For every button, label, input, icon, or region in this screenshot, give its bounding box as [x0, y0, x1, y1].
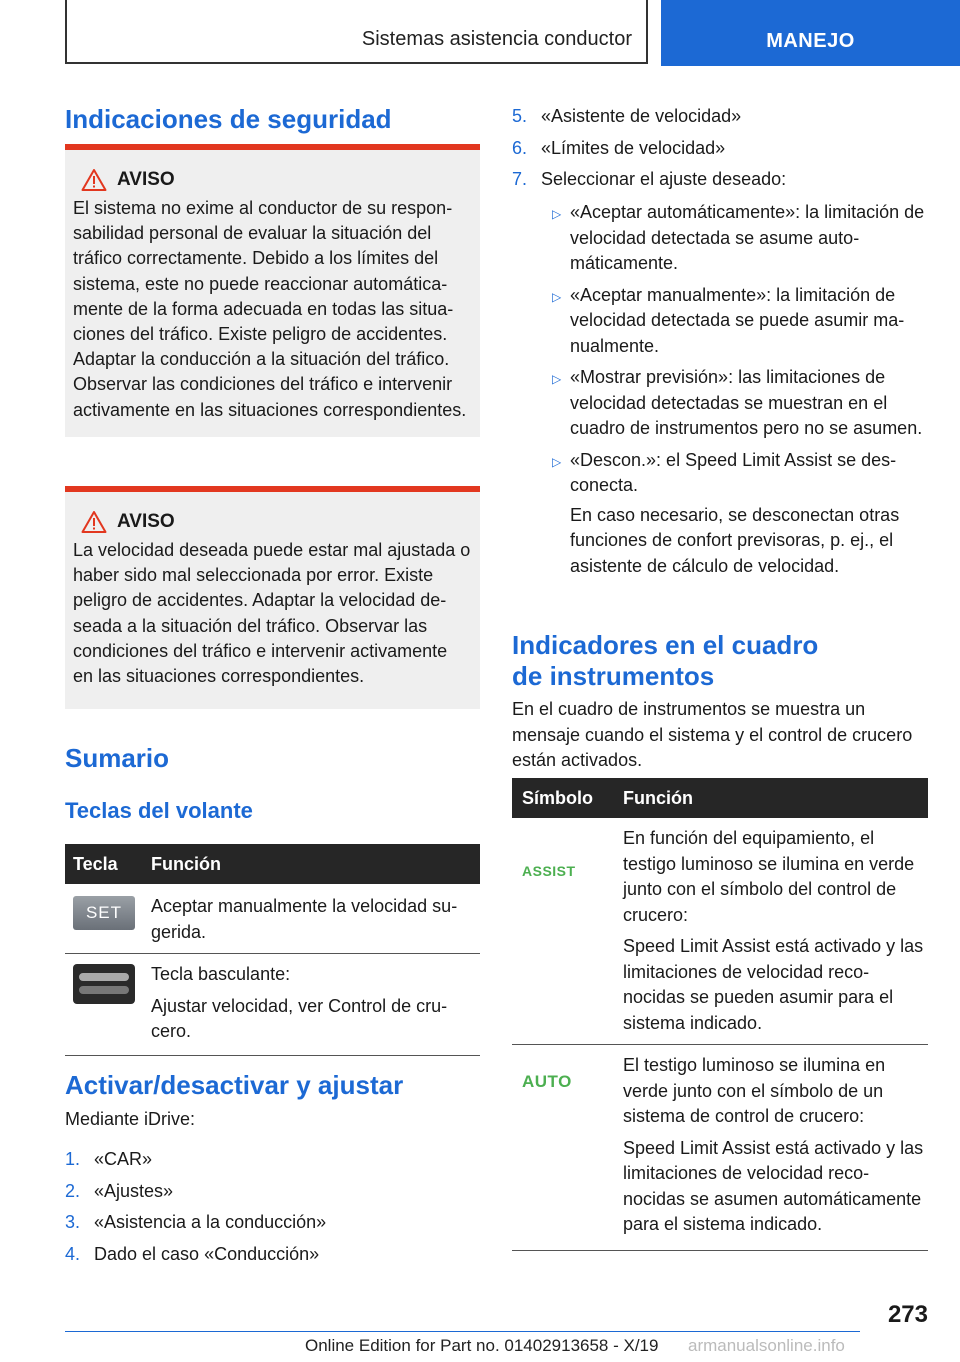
- list-item: 7. Seleccionar el ajuste deseado:: [512, 169, 787, 189]
- warning-triangle-icon: [81, 510, 107, 534]
- activate-heading: Activar/desactivar y ajustar: [65, 1070, 404, 1100]
- symbol-function-text: Speed Limit Assist está activado y las limitaciones de velocidad reconocidas se pueden asumir para el sistema indicado.: [623, 936, 924, 1033]
- list-item: ▷ «Mostrar previsión»: las limitaciones de velocidad detectadas se muestran en el cuadro de instrumentos pero no se asumen.: [540, 365, 928, 442]
- list-item: 3. «Asistencia a la conducción»: [65, 1212, 327, 1232]
- list-item: ▷ «Aceptar manualmente»: la limitación de velocidad detectada se puede asumir manualmente.: [540, 283, 928, 360]
- triangle-bullet-icon: ▷: [552, 207, 562, 221]
- steps-list: [512, 104, 928, 193]
- symbol-function-text: Speed Limit Assist está activado y las limitaciones de velocidad reconocidas se asumen automáticamente para el sistema indicado.: [623, 1137, 924, 1234]
- footer-watermark: armanualsonline.info: [688, 1336, 845, 1355]
- key-function-text: Tecla basculante:: [151, 964, 291, 984]
- list-item: 2. «Ajustes»: [65, 1180, 174, 1201]
- table-row: [65, 884, 480, 954]
- steps-list: [65, 1147, 480, 1267]
- list-item: ▷ «Aceptar automáticamente»: la limitación de velocidad detectada se asume automáticamente.: [540, 200, 928, 277]
- triangle-bullet-icon: ▷: [552, 454, 562, 469]
- idrive-intro: Mediante iDrive:: [65, 1109, 196, 1129]
- keys-table: [65, 844, 480, 1056]
- warning-label: AVISO: [117, 169, 175, 190]
- list-item: 4. Dado el caso «Conducción»: [65, 1243, 320, 1264]
- steering-keys-heading: Teclas del volante: [65, 798, 253, 823]
- triangle-bullet-icon: ▷: [552, 372, 562, 386]
- header-chapter-tab[interactable]: [661, 0, 960, 66]
- list-item: ▷ «Descon.»: el Speed Limit Assist se desconecta.: [540, 448, 928, 499]
- warning-title: [81, 168, 472, 192]
- footer-edition: Online Edition for Part no. 01402913658 - X/19: [305, 1336, 659, 1355]
- rocker-key-icon: [73, 964, 135, 1004]
- keys-col-header: Tecla: [65, 844, 143, 884]
- options-list: [540, 200, 928, 585]
- key-function-text: Aceptar manualmente la velocidad sugerida.: [151, 896, 458, 942]
- indicators-intro: En el cuadro de instrumentos se muestra un mensaje cuando el sistema y el control de crucero están activados.: [512, 699, 913, 770]
- symbol-function-text: En función del equipamiento, el testigo luminoso se ilumina en verde junto con el símbolo del control de crucero:: [623, 828, 915, 925]
- list-item: 5. «Asistente de velocidad»: [512, 106, 742, 126]
- footer-divider: [65, 1331, 860, 1332]
- function-col-header: Función: [615, 778, 928, 818]
- warning-text: La velocidad deseada puede estar mal ajustada o haber sido mal seleccionada por error. Existe peligro de accidentes. Adaptar la velocidad deseada a la situación del tráfico. Observar las condiciones del tráfico e intervenir activamente en las situaciones correspondientes.: [73, 540, 471, 687]
- table-row: [65, 954, 480, 1056]
- table-row: [512, 1045, 928, 1251]
- warning-box: [65, 486, 480, 709]
- option-note: En caso necesario, se desconectan otras funciones de confort previsoras, p. ej., el asistente de cálculo de velocidad.: [570, 504, 900, 576]
- header-chapter-label: MANEJO: [766, 30, 855, 52]
- indicators-heading: Indicadores en el cuadro de instrumentos: [512, 630, 819, 691]
- header-section-title: Sistemas asistencia conductor: [361, 28, 632, 50]
- list-item: [540, 503, 928, 580]
- key-function-text: Ajustar velocidad, ver Control de crucero.: [151, 995, 448, 1041]
- warning-box: [65, 144, 480, 437]
- list-item: 6. «Límites de velocidad»: [512, 137, 726, 158]
- table-row: [512, 818, 928, 1045]
- warning-triangle-icon: [81, 168, 107, 192]
- warning-text: El sistema no exime al conductor de su responsabilidad personal de evaluar la situación del tráfico correctamente. Debido a los límites del sistema, este no puede reaccionar automáticamente de la forma adecuada en todas las situaciones del tráfico. Existe peligro de accidentes. Adaptar la conducción a la situación del tráfico. Observar las condiciones del tráfico e intervenir activamente en las situaciones correspondientes.: [73, 198, 467, 420]
- auto-symbol-icon: AUTO: [522, 1072, 572, 1091]
- set-key-icon: SET: [73, 896, 135, 930]
- symbol-col-header: Símbolo: [512, 778, 615, 818]
- triangle-bullet-icon: ▷: [552, 289, 562, 304]
- warning-label: AVISO: [117, 511, 175, 532]
- header-section-box: [65, 0, 648, 64]
- function-col-header: Función: [143, 844, 480, 884]
- sumario-heading: Sumario: [65, 743, 170, 773]
- symbol-function-text: El testigo luminoso se ilumina en verde junto con el símbolo de un sistema de control de crucero:: [623, 1055, 886, 1126]
- page-header: [0, 0, 960, 66]
- list-item: 1. «CAR»: [65, 1149, 153, 1169]
- symbols-table: [512, 778, 928, 1251]
- safety-heading: Indicaciones de seguridad: [65, 104, 392, 134]
- page-number: 273: [887, 1301, 928, 1328]
- assist-symbol-icon: ASSIST: [522, 863, 576, 879]
- warning-title: [81, 510, 472, 534]
